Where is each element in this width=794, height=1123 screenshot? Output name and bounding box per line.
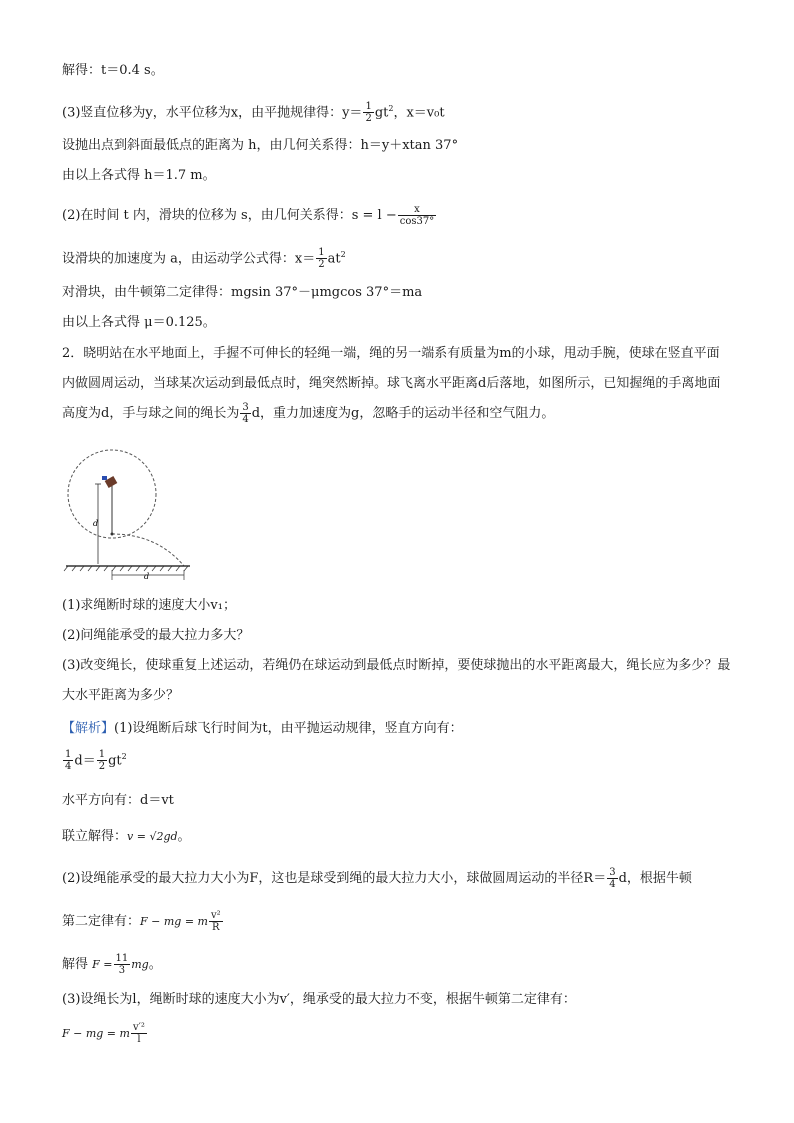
label-d-vertical: d [93,519,99,528]
den: 4 [65,761,72,773]
text: 2．晓明站在水平地面上，手握不可伸长的轻绳一端，绳的另一端系有质量为m的小球，甩动手腕，使球在竖直平面内做圆周运动，当球某次运动到最低点时，绳突然断掉。球飞离水平距离d后落地，如图所示，已知握绳的手离地面高度为d，手与球之间的绳长为 [62,346,721,421]
text: (2)在时间 t 内，滑块的位移为 s，由几何关系得：s = l − [62,208,397,223]
fraction [63,749,73,772]
formula: F − mg = m [62,1027,130,1040]
den: 4 [242,414,249,425]
den: l [137,1034,141,1045]
text: 。 [148,957,162,972]
hand-cuff [102,476,107,480]
fraction [114,953,131,976]
question-2: (2)问绳能承受的最大拉力多大？ [62,628,250,643]
eq-newton-circle [62,910,224,933]
num: 1 [98,749,106,761]
result-h: 由以上各式得 h＝1.7 m。 [62,168,216,183]
text: at [327,251,341,267]
den: 4 [609,879,616,890]
num: 3 [242,402,249,413]
den: R [212,922,220,933]
num: 1 [318,247,325,259]
formula: F − mg = m [140,915,208,928]
formula: F = [92,958,113,971]
num: v² [210,910,221,921]
fraction [97,749,107,772]
text: (1)设绳断后球飞行时间为t，由平抛运动规律，竖直方向有： [114,721,463,736]
problem-2-statement [62,339,732,429]
formula: mg [131,958,149,971]
eq-newton-l [62,1022,148,1045]
ball [111,533,114,536]
eq-solve-v [62,828,191,846]
eq-result-F [62,953,162,976]
num: 1 [65,749,72,761]
circular-motion-figure [62,444,192,584]
eq-plane-motion [62,100,445,124]
text: d＝ [74,753,96,769]
eq-geometry-h: 设抛出点到斜面最低点的距离为 h，由几何关系得：h＝y＋xtan 37° [62,138,459,153]
analysis-intro [62,720,463,738]
fraction [607,867,617,890]
eq-horizontal: 水平方向有：d＝vt [62,793,174,808]
den: 2 [318,259,325,271]
fraction [316,247,326,270]
text: 联立解得： [62,829,128,844]
question-1: (1)求绳断时球的速度大小v₁； [62,598,236,613]
fraction [209,910,223,933]
text: 解得 [62,957,89,972]
text: d，根据牛顿 [618,871,692,886]
eq-vertical-fall [62,748,127,772]
num: 3 [609,867,616,878]
part3-setup: (3)设绳长为l，绳断时球的速度大小为v′，绳承受的最大拉力不变，根据牛顿第二定律有： [62,992,576,1007]
text: 。 [177,829,191,844]
text: 第二定律有： [62,914,141,929]
result-mu: 由以上各式得 μ＝0.125。 [62,315,216,330]
text: ，x＝v₀t [393,105,445,121]
fraction [398,204,436,227]
result-t: 解得：t＝0.4 s。 [62,63,164,78]
formula: v = √2gd [127,830,178,843]
fraction [363,101,373,124]
sup: 2 [388,104,394,113]
den: cos37° [399,216,435,227]
sup: 2 [340,250,346,259]
text: (2)设绳能承受的最大拉力大小为F，这也是球受到绳的最大拉力大小，球做圆周运动的半径R＝ [62,871,607,886]
fraction [131,1022,147,1045]
sup: 2 [121,752,127,761]
question-3: (3)改变绳长，使球重复上述运动，若绳仍在球运动到最低点时断掉，要使球抛出的水平距离最大，绳长应为多少？最大水平距离为多少？ [62,658,731,703]
label-d-horizontal: d [144,572,150,581]
eq-displacement-s [62,204,437,227]
num: v′² [132,1022,145,1033]
num: x [398,204,436,216]
analysis-tag: 【解析】 [62,721,115,736]
den: 2 [365,113,372,125]
eq-newton-slider: 对滑块，由牛顿第二定律得：mgsin 37°－μmgcos 37°＝ma [62,285,423,300]
part2-setup [62,867,692,890]
num: 11 [115,953,129,964]
text: gt [374,105,389,121]
eq-acceleration [62,246,346,270]
text: (3)竖直位移为y，水平位移为x，由平抛规律得：y＝ [62,105,363,121]
text: 设滑块的加速度为 a，由运动学公式得：x＝ [62,251,316,267]
den: 2 [98,761,106,773]
text: gt [108,753,122,769]
den: 3 [118,965,126,976]
fraction [240,402,250,425]
text: d，重力加速度为g，忽略手的运动半径和空气阻力。 [251,406,555,421]
trajectory [112,534,184,566]
num: 1 [365,101,372,113]
